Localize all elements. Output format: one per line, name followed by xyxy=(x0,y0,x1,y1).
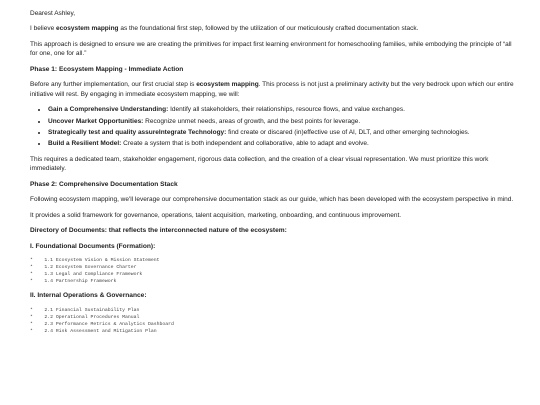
list-item: * 2.1 Financial Sustainability Plan xyxy=(30,307,140,313)
section2-list xyxy=(30,307,518,335)
list-item xyxy=(48,128,518,137)
intro-paragraph xyxy=(30,24,518,33)
greeting: Dearest Ashley, xyxy=(30,10,76,17)
approach-paragraph: This approach is designed to ensure we are creating the primitives for impact first learning environment for homeschooling families, while embodying the principle of “all for one, one for all.” xyxy=(30,40,512,58)
bullet-title: Uncover Market Opportunities: xyxy=(48,117,144,125)
list-item: * 1.3 Legal and Compliance Framework xyxy=(30,272,143,278)
bullet-text: Identify all stakeholders, their relationships, resource flows, and value exchanges. xyxy=(168,106,405,114)
list-item xyxy=(48,105,518,114)
phase1-paragraph xyxy=(30,80,518,99)
list-item xyxy=(48,139,518,148)
list-item: * 2.3 Performance Metrics & Analytics Dashboard xyxy=(30,321,174,327)
bullet-text: Create a system that is both independent and collaborative, able to adapt and evolve. xyxy=(121,140,369,148)
directory-heading: Directory of Documents: that reflects the interconnected nature of the ecosystem: xyxy=(30,227,287,234)
phase2-paragraph-1: Following ecosystem mapping, we'll leverage our comprehensive documentation stack as our guide, which has been developed with the ecosystem perspective in mind. xyxy=(30,196,514,204)
phase1-para-bold: ecosystem mapping xyxy=(196,81,259,89)
phase1-para-pre: Before any further implementation, our first crucial step is xyxy=(30,81,197,89)
phase1-bullet-list xyxy=(30,105,518,149)
bullet-text: find create or discared (in)effective use of AI, DLT, and other emerging technologies. xyxy=(226,128,470,136)
phase2-paragraph-2: It provides a solid framework for governance, operations, talent acquisition, marketing, onboarding, and continuous improvement. xyxy=(30,211,402,219)
bullet-title: Build a Resilient Model: xyxy=(48,140,122,148)
list-item: * 1.4 Partnership Framework xyxy=(30,279,117,285)
phase1-heading: Phase 1: Ecosystem Mapping - Immediate Action xyxy=(30,65,184,73)
bullet-title: Gain a Comprehensive Understanding: xyxy=(48,106,169,114)
intro-pre: I believe xyxy=(30,25,57,33)
phase1-closing: This requires a dedicated team, stakeholder engagement, rigorous data collection, and the creation of a clear visual representation. We must prioritize this work immediately. xyxy=(30,155,489,173)
list-item: * 2.2 Operational Procedures Manual xyxy=(30,314,140,320)
section2-heading: II. Internal Operations & Governance: xyxy=(30,292,147,300)
list-item: * 1.2 Ecosystem Governance Charter xyxy=(30,265,137,271)
list-item: * 1.1 Ecosystem Vision & Mission Statement xyxy=(30,258,160,264)
phase2-heading: Phase 2: Comprehensive Documentation Stack xyxy=(30,180,178,188)
section1-heading: I. Foundational Documents (Formation): xyxy=(30,242,156,250)
intro-post: as the foundational first step, followed by the utilization of our meticulously crafted documentation stack. xyxy=(118,25,419,33)
list-item xyxy=(48,117,518,126)
bullet-title: Strategically test and quality assureIntegrate Technology: xyxy=(48,128,227,136)
bullet-text: Recognize unmet needs, areas of growth, and the best points for leverage. xyxy=(143,117,361,125)
list-item: * 2.4 Risk Assessment and Mitigation Plan xyxy=(30,328,157,334)
section1-list xyxy=(30,257,518,285)
phase1-para-post: . This process is not just a preliminary activity but the very bedrock upon which our entire initiative will rest. By engaging in immediate ecosystem mapping, we will: xyxy=(30,81,514,98)
intro-bold: ecosystem mapping xyxy=(56,25,119,33)
